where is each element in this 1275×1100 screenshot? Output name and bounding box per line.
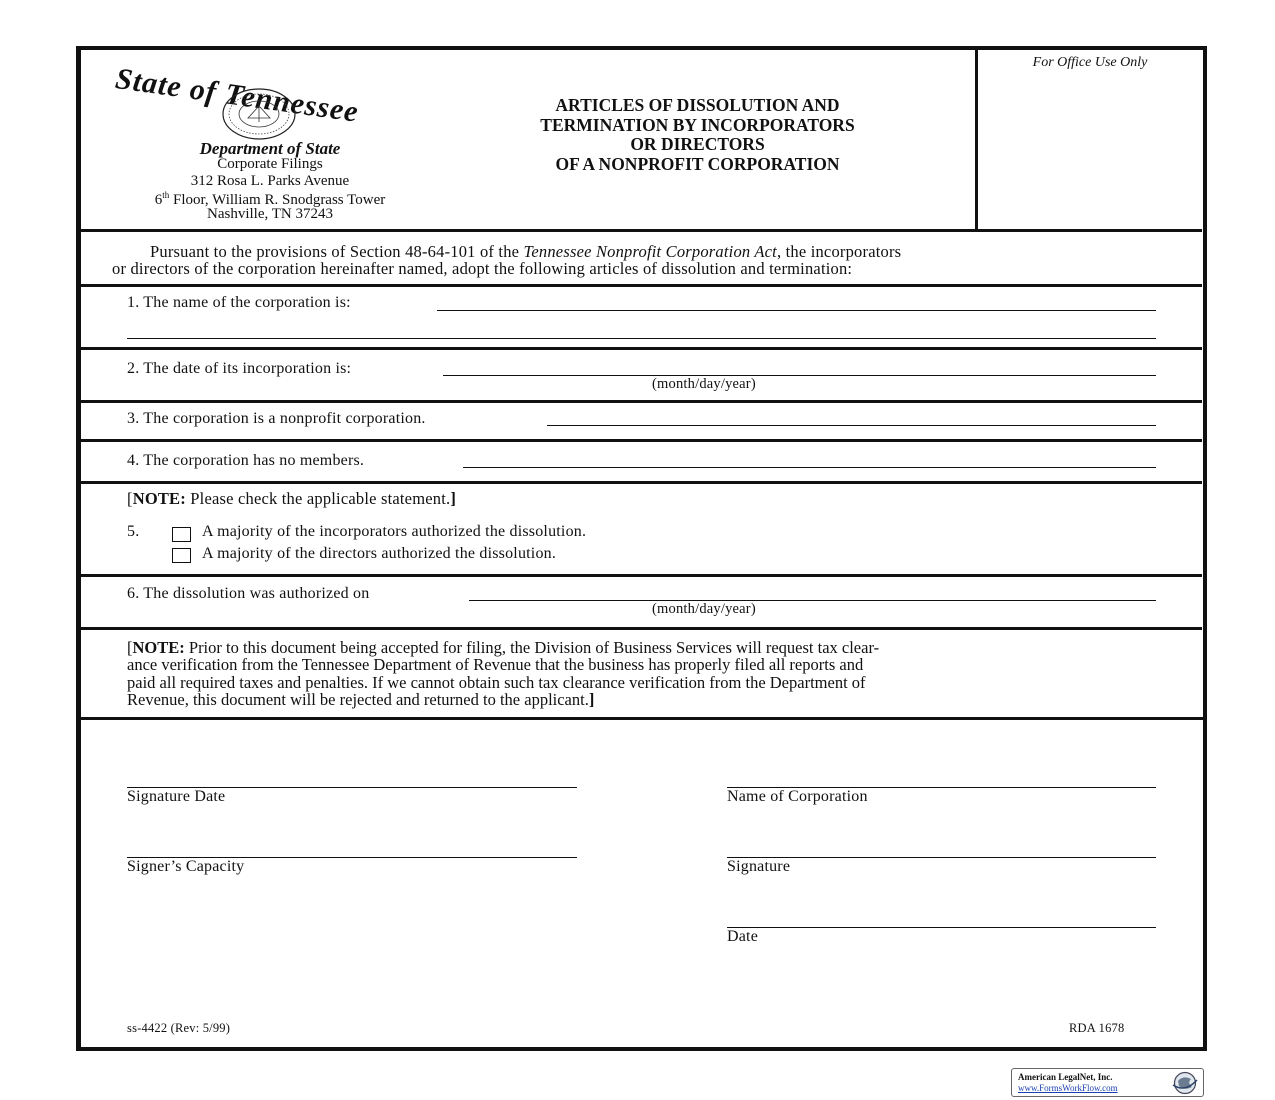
note-line: ance verification from the Tennessee Department of Revenue that the business has properly filed all reports and [127, 655, 864, 675]
divider [80, 400, 1202, 403]
address-line-3: Nashville, TN 37243 [207, 206, 333, 222]
item-3-line[interactable] [547, 425, 1156, 426]
rda-number: RDA 1678 [1069, 1021, 1125, 1035]
item-4-line[interactable] [463, 467, 1156, 468]
title-line: OR DIRECTORS [630, 134, 765, 154]
dissolution-date-line[interactable] [469, 600, 1156, 601]
vendor-badge[interactable] [1011, 1068, 1204, 1097]
item-5-option-1: A majority of the incorporators authorized the dissolution. [202, 523, 587, 540]
item-4-label: 4. The corporation has no members. [127, 452, 365, 469]
item-5-number: 5. [127, 523, 140, 540]
date-label: Date [727, 928, 759, 945]
item-3-label: 3. The corporation is a nonprofit corporation. [127, 410, 426, 427]
office-use-box [980, 48, 1198, 228]
department-name: Department of State [199, 139, 341, 158]
office-use-label: For Office Use Only [1032, 55, 1148, 70]
date-line[interactable] [727, 927, 1156, 928]
signature-line[interactable] [727, 857, 1156, 858]
vendor-name: American LegalNet, Inc. [1018, 1072, 1113, 1082]
name-of-corporation-label: Name of Corporation [727, 788, 868, 805]
signature-label: Signature [727, 858, 791, 875]
divider [80, 229, 1202, 232]
incorporation-date-line[interactable] [443, 375, 1156, 376]
signer-capacity-label: Signer’s Capacity [127, 858, 245, 875]
title-line: OF A NONPROFIT CORPORATION [555, 153, 840, 174]
intro-line-2: or directors of the corporation hereinafter named, adopt the following articles of dissolution and termination: [112, 259, 853, 278]
state-seal-icon [222, 88, 296, 140]
note-check-statement: [NOTE: Please check the applicable statement.] [127, 489, 457, 508]
divider [80, 284, 1202, 287]
divider [80, 439, 1202, 442]
item-5-option-2: A majority of the directors authorized the dissolution. [202, 545, 557, 562]
note-line: Revenue, this document will be rejected and returned to the applicant.] [127, 689, 595, 709]
item-2-label: 2. The date of its incorporation is: [127, 360, 352, 377]
address-line-2: 6th Floor, William R. Snodgrass Tower [154, 190, 386, 208]
signature-date-label: Signature Date [127, 788, 226, 805]
address-line-1: 312 Rosa L. Parks Avenue [190, 173, 350, 189]
directors-checkbox[interactable] [172, 548, 191, 563]
division-name: Corporate Filings [217, 156, 323, 172]
divider [80, 481, 1202, 484]
incorporators-checkbox[interactable] [172, 527, 191, 542]
title-line: ARTICLES OF DISSOLUTION AND [555, 95, 840, 115]
office-use-divider [975, 48, 978, 230]
date-format-hint: (month/day/year) [652, 376, 756, 392]
vendor-url[interactable]: www.FormsWorkFlow.com [1018, 1083, 1118, 1093]
note-line: [NOTE: Prior to this document being accepted for filing, the Division of Business Services will request tax clear- [127, 638, 880, 657]
title-line: TERMINATION BY INCORPORATORS [540, 114, 855, 135]
corporation-name-line[interactable] [437, 310, 1156, 311]
divider [80, 717, 1206, 720]
item-6-label: 6. The dissolution was authorized on [127, 585, 370, 602]
note-line: paid all required taxes and penalties. If we cannot obtain such tax clearance verification from the Department of [127, 672, 866, 692]
state-logo-text: State of Tennessee [113, 62, 361, 129]
divider [80, 627, 1202, 630]
corporation-name-line-2[interactable] [127, 338, 1156, 339]
divider [80, 347, 1202, 350]
tax-clearance-note [127, 639, 1167, 708]
item-1-label: 1. The name of the corporation is: [127, 294, 351, 311]
globe-icon [1170, 1071, 1200, 1095]
date-format-hint: (month/day/year) [652, 601, 756, 617]
intro-line-1: Pursuant to the provisions of Section 48-64-101 of the Tennessee Nonprofit Corporation Act, the incorporators [150, 242, 902, 261]
divider [80, 574, 1202, 577]
form-title [450, 96, 945, 174]
form-number: ss-4422 (Rev: 5/99) [127, 1021, 231, 1035]
